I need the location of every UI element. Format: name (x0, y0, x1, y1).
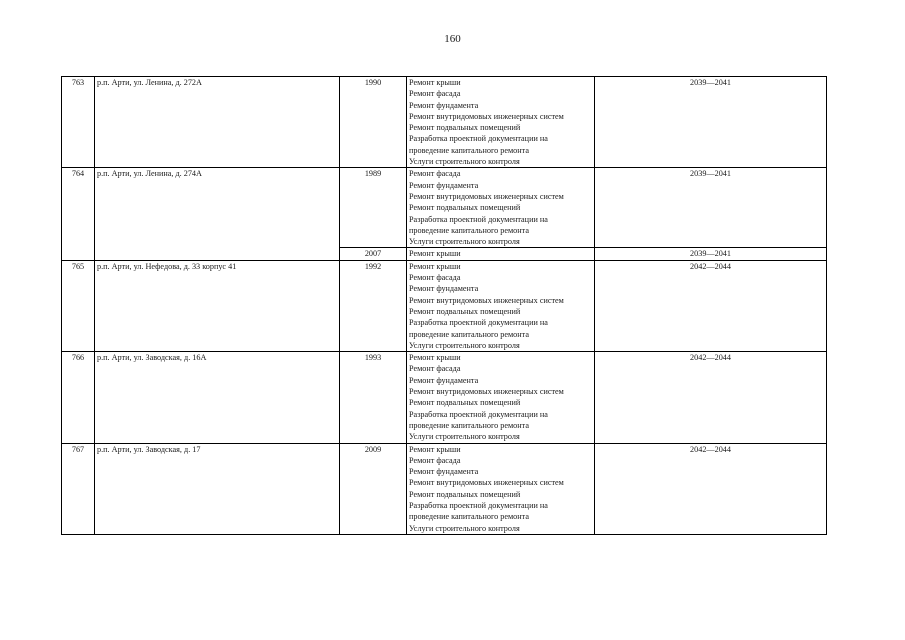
year-cell: 2009 (340, 443, 407, 534)
page-number: 160 (444, 33, 461, 45)
address-cell: р.п. Арти, ул. Нефедова, д. 33 корпус 41 (95, 260, 340, 351)
year-cell: 1993 (340, 352, 407, 443)
work-item: Разработка проектной документации на (409, 318, 548, 328)
work-item: Ремонт внутридомовых инженерных систем (409, 295, 564, 305)
period-cell: 2039—2041 (595, 168, 827, 248)
work-item: Разработка проектной документации на (409, 500, 548, 510)
work-item: Ремонт подвальных помещений (409, 489, 521, 499)
work-item: Ремонт внутридомовых инженерных систем (409, 111, 564, 121)
table-row (62, 168, 827, 248)
work-item: Ремонт фасада (409, 364, 461, 374)
work-item: проведение капитального ремонта (409, 512, 529, 522)
work-item: Ремонт фундамента (409, 284, 479, 294)
record-number-cell: 766 (62, 352, 95, 443)
work-item: Ремонт внутридомовых инженерных систем (409, 387, 564, 397)
capital-repair-table (61, 76, 827, 535)
work-item: Ремонт внутридомовых инженерных систем (409, 478, 564, 488)
work-item: Ремонт фундамента (409, 100, 479, 110)
table-row (62, 443, 827, 534)
work-item: Ремонт фундамента (409, 467, 479, 477)
table-body (62, 77, 827, 535)
work-item: Ремонт фундамента (409, 375, 479, 385)
year-cell: 1989 (340, 168, 407, 248)
record-number-cell: 765 (62, 260, 95, 351)
work-item: Услуги строительного контроля (409, 523, 520, 533)
year-cell: 1992 (340, 260, 407, 351)
work-item: проведение капитального ремонта (409, 145, 529, 155)
period-cell: 2042—2044 (595, 443, 827, 534)
address-cell: р.п. Арти, ул. Ленина, д. 272А (95, 77, 340, 168)
work-item: Ремонт фасада (409, 273, 461, 283)
table-row (62, 352, 827, 443)
work-item: Ремонт фундамента (409, 180, 479, 190)
work-item: Ремонт фасада (409, 455, 461, 465)
work-item: Ремонт крыши (409, 444, 461, 454)
work-item: проведение капитального ремонта (409, 420, 529, 430)
work-item: Услуги строительного контроля (409, 157, 520, 167)
address-cell: р.п. Арти, ул. Заводская, д. 16А (95, 352, 340, 443)
work-item: проведение капитального ремонта (409, 329, 529, 339)
works-cell (407, 443, 595, 534)
period-cell: 2042—2044 (595, 260, 827, 351)
work-item: Ремонт внутридомовых инженерных систем (409, 191, 564, 201)
table-row (62, 77, 827, 168)
table-row (62, 260, 827, 351)
period-cell: 2042—2044 (595, 352, 827, 443)
work-item: Ремонт крыши (409, 249, 461, 259)
work-item: Ремонт подвальных помещений (409, 123, 521, 133)
work-item: проведение капитального ремонта (409, 225, 529, 235)
work-item: Ремонт подвальных помещений (409, 398, 521, 408)
works-cell (407, 260, 595, 351)
work-item: Ремонт крыши (409, 78, 461, 87)
work-item: Ремонт подвальных помещений (409, 306, 521, 316)
work-item: Ремонт подвальных помещений (409, 203, 521, 213)
work-item: Разработка проектной документации на (409, 134, 548, 144)
work-item: Услуги строительного контроля (409, 237, 520, 247)
works-cell (407, 352, 595, 443)
address-cell: р.п. Арти, ул. Заводская, д. 17 (95, 443, 340, 534)
year-cell: 1990 (340, 77, 407, 168)
year-cell: 2007 (340, 248, 407, 260)
work-item: Услуги строительного контроля (409, 432, 520, 442)
work-item: Ремонт крыши (409, 353, 461, 363)
record-number-cell: 767 (62, 443, 95, 534)
work-item: Ремонт фасада (409, 169, 461, 179)
works-cell (407, 77, 595, 168)
period-cell: 2039—2041 (595, 77, 827, 168)
works-cell (407, 248, 595, 260)
work-item: Ремонт крыши (409, 261, 461, 271)
record-number-cell: 763 (62, 77, 95, 168)
period-cell: 2039—2041 (595, 248, 827, 260)
work-item: Разработка проектной документации на (409, 409, 548, 419)
address-cell: р.п. Арти, ул. Ленина, д. 274А (95, 168, 340, 260)
work-item: Разработка проектной документации на (409, 214, 548, 224)
work-item: Услуги строительного контроля (409, 340, 520, 350)
record-number-cell: 764 (62, 168, 95, 260)
works-cell (407, 168, 595, 248)
work-item: Ремонт фасада (409, 89, 461, 99)
